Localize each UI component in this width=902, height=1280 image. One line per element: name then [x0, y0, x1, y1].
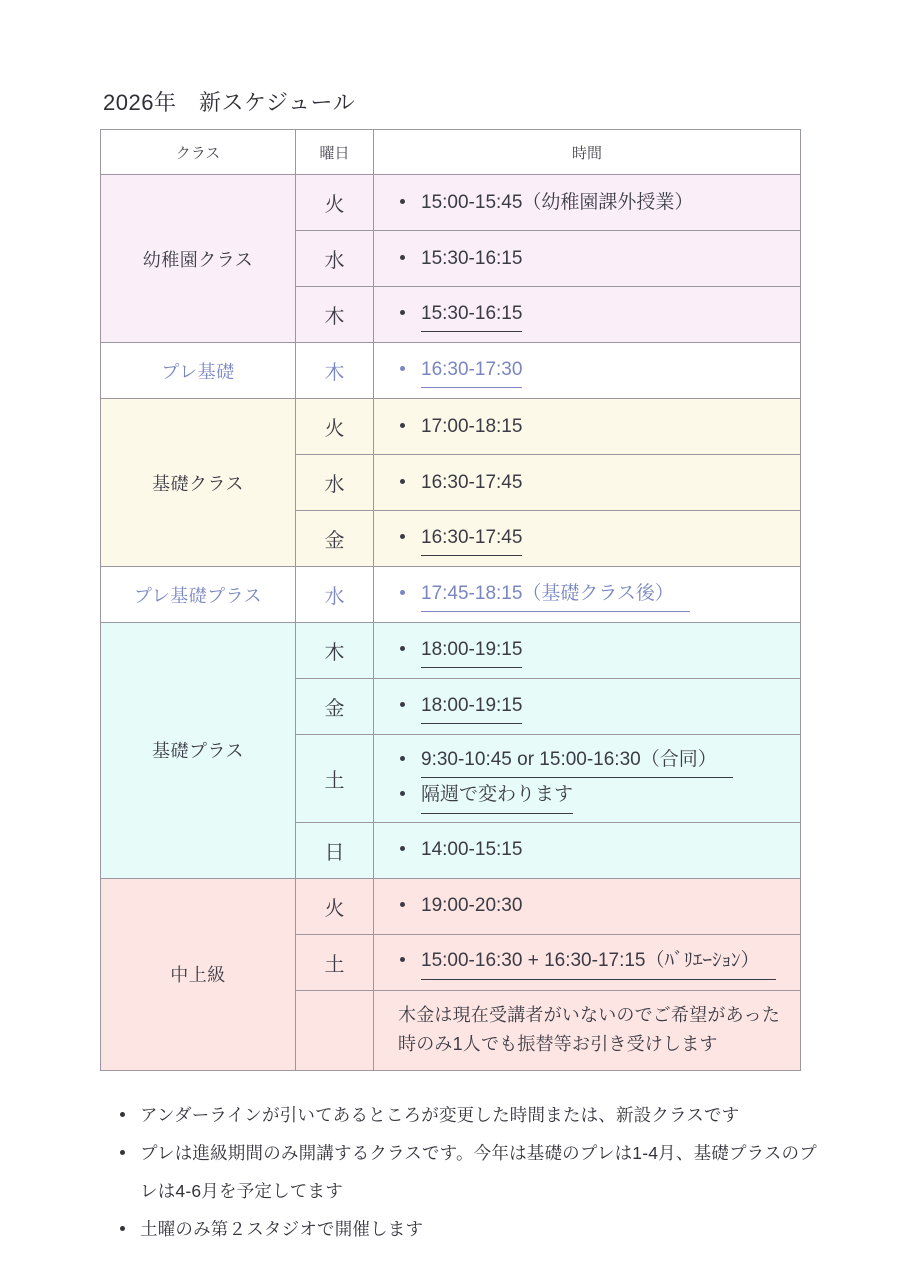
- time-text: 16:30-17:45: [421, 521, 522, 556]
- class-name-cell: 中上級: [101, 878, 296, 1070]
- time-cell: [374, 623, 801, 679]
- time-cell: [374, 287, 801, 343]
- time-entry: [400, 242, 788, 275]
- day-cell: 金: [296, 511, 374, 567]
- time-text: 17:45-18:15（基礎クラス後）: [421, 577, 690, 612]
- time-text: 15:30-16:15: [421, 247, 523, 269]
- bullet-icon: [400, 902, 405, 907]
- day-cell: 水: [296, 231, 374, 287]
- time-text: 18:00-19:15: [421, 633, 522, 668]
- time-cell: [374, 567, 801, 623]
- day-cell: 水: [296, 567, 374, 623]
- day-cell: 土: [296, 735, 374, 823]
- bullet-icon: [400, 702, 405, 707]
- bullet-icon: [400, 846, 405, 851]
- day-cell: [296, 990, 374, 1070]
- time-entry: [400, 353, 788, 388]
- time-text: 16:30-17:45: [421, 471, 523, 493]
- time-text: 14:00-15:15: [421, 839, 523, 861]
- footnote-item: プレは進級期間のみ開講するクラスです。今年は基礎のプレは1-4月、基礎プラスのプレは4-6月を予定してます: [118, 1134, 828, 1210]
- day-cell: 火: [296, 399, 374, 455]
- day-cell: 火: [296, 175, 374, 231]
- time-cell: [374, 679, 801, 735]
- bullet-icon: [400, 791, 405, 796]
- column-header-class: クラス: [101, 130, 296, 175]
- time-entry: [400, 833, 788, 866]
- time-cell: [374, 343, 801, 399]
- footnote-item: 土曜のみ第２スタジオで開催します: [118, 1210, 828, 1248]
- schedule-table-body: [101, 175, 801, 1071]
- day-cell: 金: [296, 679, 374, 735]
- table-row: [101, 343, 801, 399]
- time-entry: [400, 778, 788, 813]
- time-cell: [374, 231, 801, 287]
- class-name-cell: プレ基礎プラス: [101, 567, 296, 623]
- time-cell: [374, 399, 801, 455]
- time-cell: [374, 511, 801, 567]
- bullet-icon: [400, 199, 405, 204]
- time-text: 15:30-16:15: [421, 297, 522, 332]
- page-title: 2026年 新スケジュール: [103, 90, 356, 115]
- bullet-icon: [400, 423, 405, 428]
- time-entry: [400, 577, 788, 612]
- time-entry: [400, 743, 788, 778]
- bullet-icon: [400, 255, 405, 260]
- schedule-table: [100, 129, 801, 1071]
- column-header-time: 時間: [374, 130, 801, 175]
- time-entry: [400, 633, 788, 668]
- table-row: [101, 175, 801, 231]
- table-row: [101, 567, 801, 623]
- day-cell: 木: [296, 343, 374, 399]
- time-cell: [374, 878, 801, 934]
- footnote-item: アンダーラインが引いてあるところが変更した時間または、新設クラスです: [118, 1096, 828, 1134]
- time-entry: [400, 186, 788, 219]
- class-name-cell: 基礎プラス: [101, 623, 296, 879]
- day-cell: 土: [296, 934, 374, 990]
- time-cell: [374, 934, 801, 990]
- day-cell: 木: [296, 623, 374, 679]
- bullet-icon: [400, 366, 405, 371]
- time-entry: [400, 944, 788, 979]
- bullet-icon: [400, 310, 405, 315]
- time-cell: [374, 175, 801, 231]
- bullet-icon: [400, 590, 405, 595]
- time-text: 15:00-16:30 + 16:30-17:15（ﾊﾞﾘｴｰｼｮﾝ）: [421, 944, 776, 979]
- time-cell: [374, 455, 801, 511]
- time-cell: [374, 822, 801, 878]
- time-entry: [400, 297, 788, 332]
- day-cell: 火: [296, 878, 374, 934]
- time-entry: [400, 466, 788, 499]
- time-entry: [400, 521, 788, 556]
- bullet-icon: [400, 646, 405, 651]
- bullet-icon: [400, 534, 405, 539]
- time-text: 16:30-17:30: [421, 353, 522, 388]
- footnotes-list: [118, 1096, 828, 1249]
- note-cell: 木金は現在受講者がいないのでご希望があった時のみ1人でも振替等お引き受けします: [374, 990, 801, 1070]
- time-entry: [400, 889, 788, 922]
- time-text: 隔週で変わります: [421, 778, 573, 813]
- time-text: 17:00-18:15: [421, 415, 523, 437]
- time-entry: [400, 410, 788, 443]
- table-row: [101, 623, 801, 679]
- table-row: [101, 399, 801, 455]
- class-name-cell: プレ基礎: [101, 343, 296, 399]
- day-cell: 日: [296, 822, 374, 878]
- bullet-icon: [400, 479, 405, 484]
- day-cell: 木: [296, 287, 374, 343]
- table-header-row: [101, 130, 801, 175]
- time-text: 15:00-15:45（幼稚園課外授業）: [421, 191, 694, 213]
- day-cell: 水: [296, 455, 374, 511]
- time-entry: [400, 689, 788, 724]
- table-row: [101, 878, 801, 934]
- time-text: 9:30-10:45 or 15:00-16:30（合同）: [421, 743, 733, 778]
- time-text: 19:00-20:30: [421, 895, 523, 917]
- column-header-day: 曜日: [296, 130, 374, 175]
- class-name-cell: 基礎クラス: [101, 399, 296, 567]
- class-name-cell: 幼稚園クラス: [101, 175, 296, 343]
- time-text: 18:00-19:15: [421, 689, 522, 724]
- bullet-icon: [400, 756, 405, 761]
- bullet-icon: [400, 957, 405, 962]
- time-cell: [374, 735, 801, 823]
